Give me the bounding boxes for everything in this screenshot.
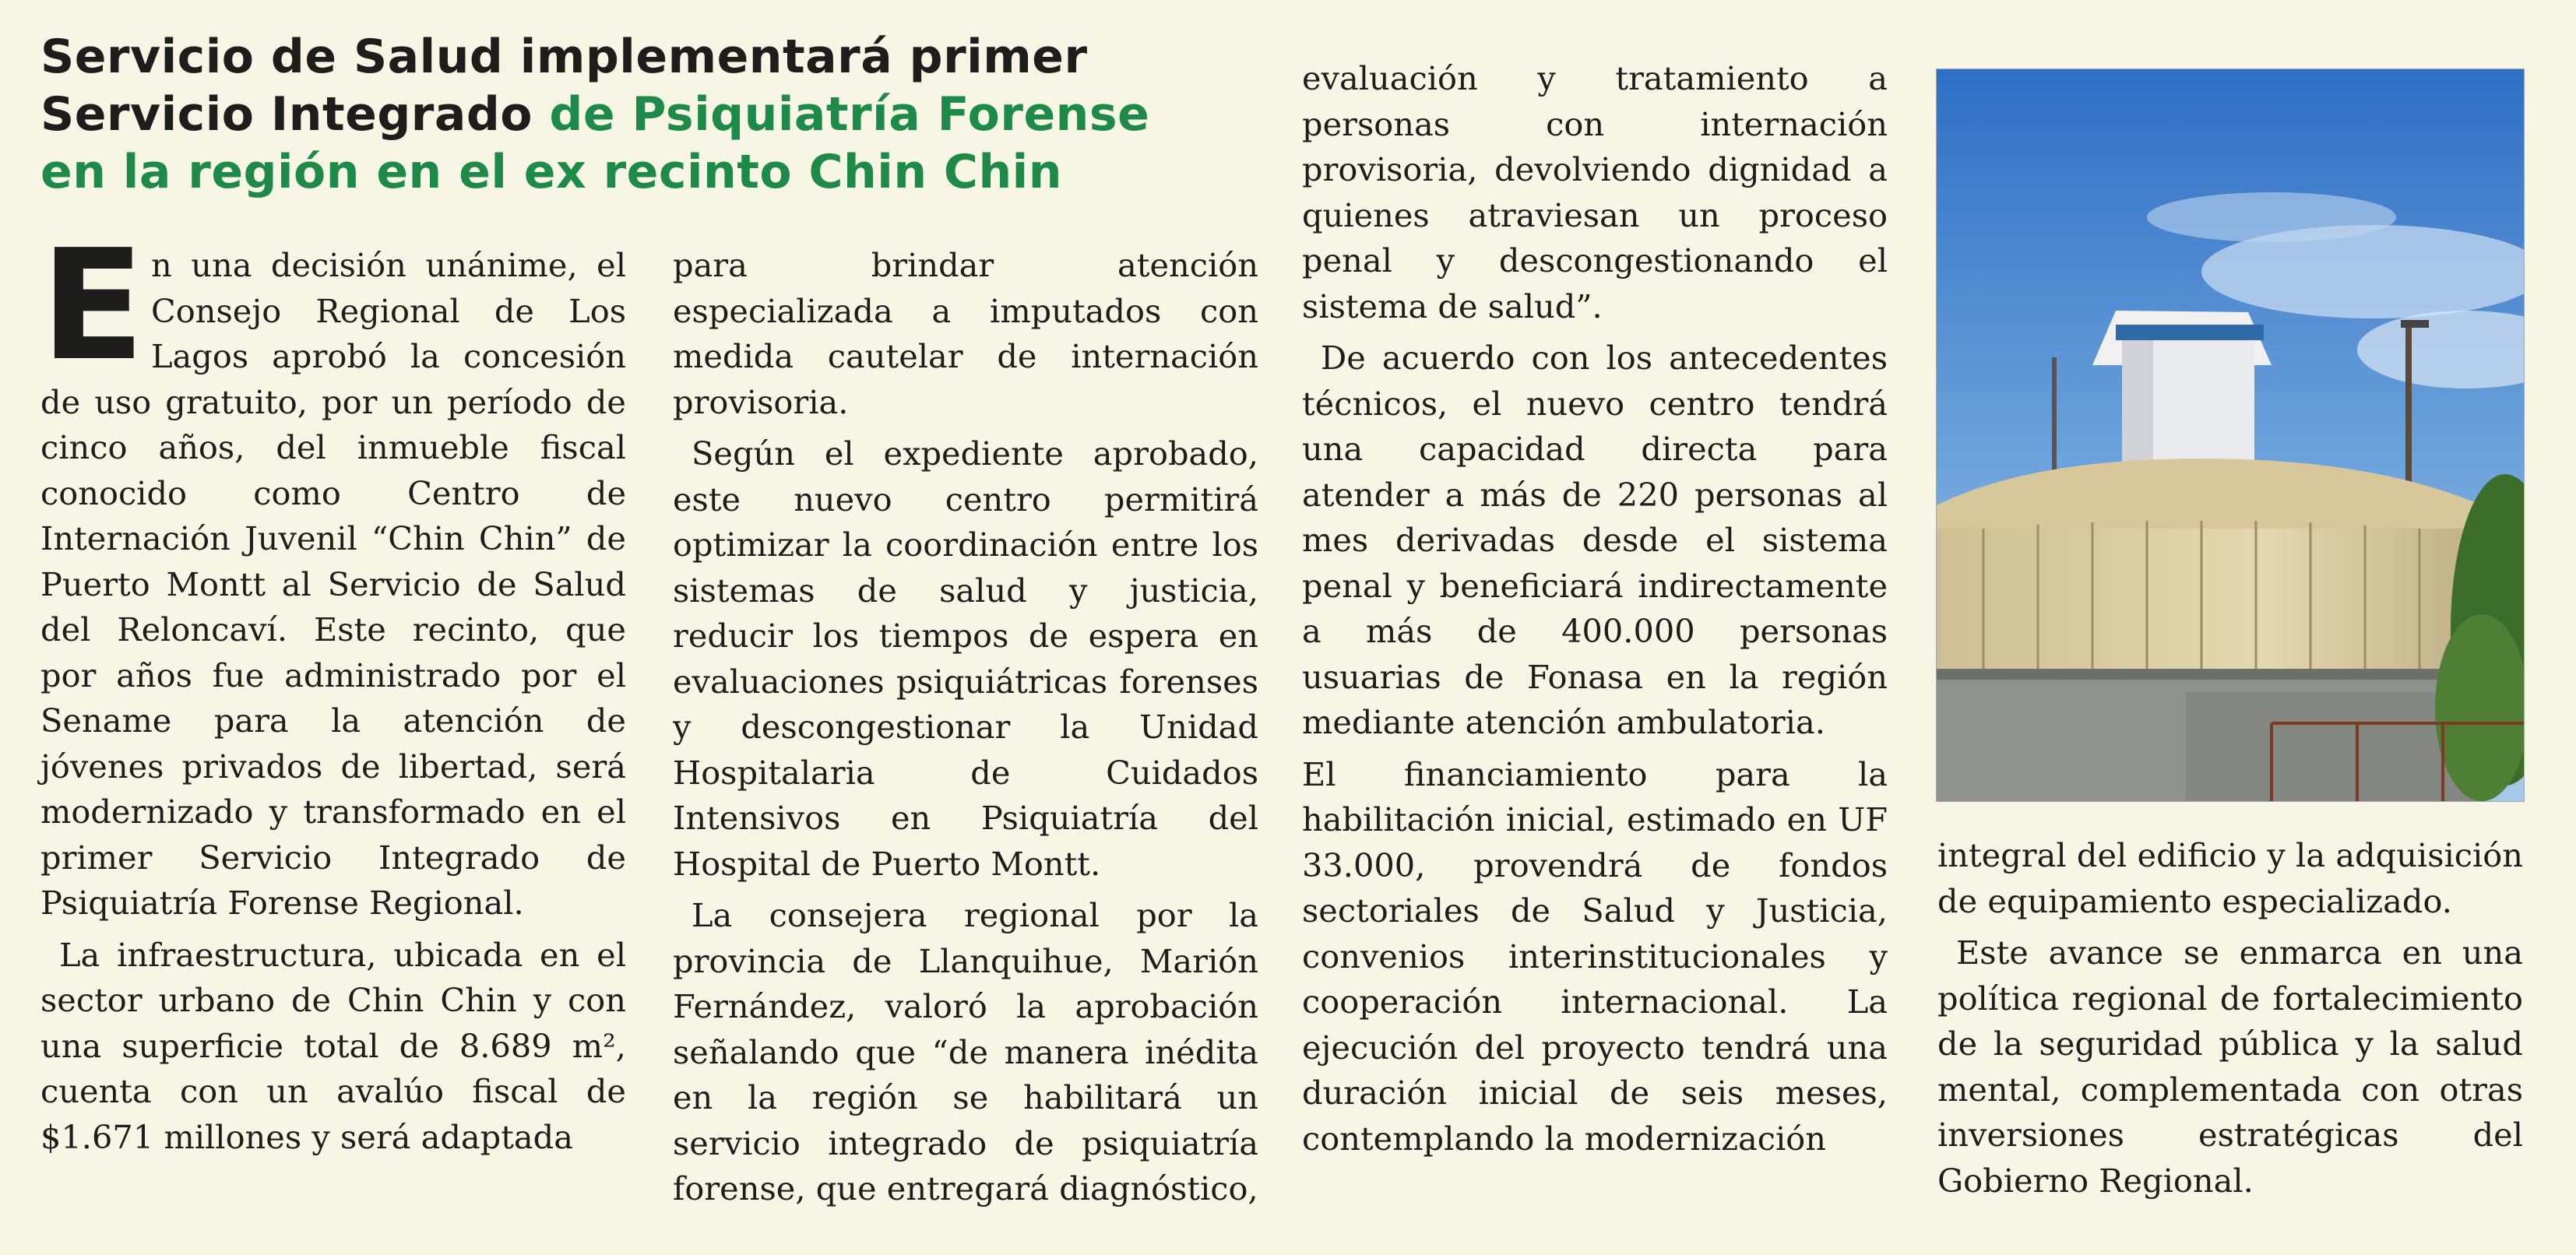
- wall-ledge: [1937, 669, 2482, 680]
- headline-line2-black: Servicio Integrado: [40, 87, 533, 142]
- headline-line2-green: de Psiquiatría Forense: [549, 87, 1150, 142]
- headline-line1: Servicio de Salud implementará primer: [40, 30, 1088, 84]
- paragraph-1: [40, 217, 626, 926]
- dropcap: E: [40, 217, 145, 395]
- paragraph-2: La infraestructura, ubicada en el sector urbano de Chin Chin y con una superficie total de 8.689 m², cuenta con un avalúo fiscal de $1.671 millones y será adaptada: [40, 935, 626, 1156]
- lamp-head: [2401, 320, 2429, 328]
- headline-line3-green: en la región en el ex recinto Chin Chin: [40, 145, 1062, 199]
- article-column-3: [1302, 56, 1888, 1162]
- paragraph-7: Este avance se enmarca en una política regional de fortalecimiento de la seguridad pública y la salud mental, complementada con otras inversiones estratégicas del Gobierno Regional.: [1937, 933, 2523, 1200]
- paragraph-4-continued: evaluación y tratamiento a personas con internación provisoria, devolviendo dignidad a quienes atraviesan un proceso penal y descongestionando el sistema de salud”.: [1302, 59, 1888, 325]
- article-column-2: [673, 243, 1258, 1212]
- building-illustration: [1937, 69, 2524, 801]
- cloud: [2147, 192, 2396, 242]
- article-column-4: [1937, 833, 2523, 1204]
- paragraph-6: El financiamiento para la habilitación inicial, estimado en UF 33.000, provendrá de fondos sectoriales de Salud y Justicia, convenios interinstitucionales y cooperación internacional. La ejecución del proyecto tendrá una duración inicial de seis meses, contemplando la modernización: [1302, 754, 1888, 1158]
- article-column-1: [40, 217, 626, 1160]
- paragraph-2-continued: para brindar atención especializada a imputados con medida cautelar de internación provisoria.: [673, 246, 1258, 421]
- paragraph-5: De acuerdo con los antecedentes técnicos, el nuevo centro tendrá una capacidad directa para atender a más de 220 personas al mes derivadas desde el sistema penal y beneficiará indirectamente a más de 400.000 personas usuarias de Fonasa en la región mediante atención ambulatoria.: [1302, 339, 1888, 741]
- tower-shadow: [2122, 340, 2153, 473]
- paragraph-6-continued: integral del edificio y la adquisición de equipamiento especializado.: [1937, 836, 2523, 920]
- building-photo: [1936, 69, 2525, 802]
- paragraph-3: Según el expediente aprobado, este nuevo centro permitirá optimizar la coordinación entre los sistemas de salud y justicia, reducir los tiempos de espera en evaluaciones psiquiátricas forenses y descongestionar la Unidad Hospitalaria de Cuidados Intensivos en Psiquiatría del Hospital de Puerto Montt.: [673, 434, 1258, 883]
- tower-trim: [2116, 325, 2264, 340]
- paragraph-4: La consejera regional por la provincia de Llanquihue, Marión Fernández, valoró la aprobación señalando que “de manera inédita en la región se habilitará un servicio integrado de psiquiatría forense, que entregará diagnóstico,: [673, 896, 1258, 1208]
- paragraph-1-text: n una decisión unánime, el Consejo Regional de Los Lagos aprobó la concesión de uso gratuito, por un período de cinco años, del inmueble fiscal conocido como Centro de Internación Juvenil “Chin Chin” de Puerto Montt al Servicio de Salud del Reloncaví. Este recinto, que por años fue administrado por el Sename para la atención de jóvenes privados de libertad, será modernizado y transformado en el primer Servicio Integrado de Psiquiatría Forense Regional.: [40, 246, 626, 922]
- headline: [40, 28, 1255, 201]
- upper-wall: [1937, 529, 2482, 669]
